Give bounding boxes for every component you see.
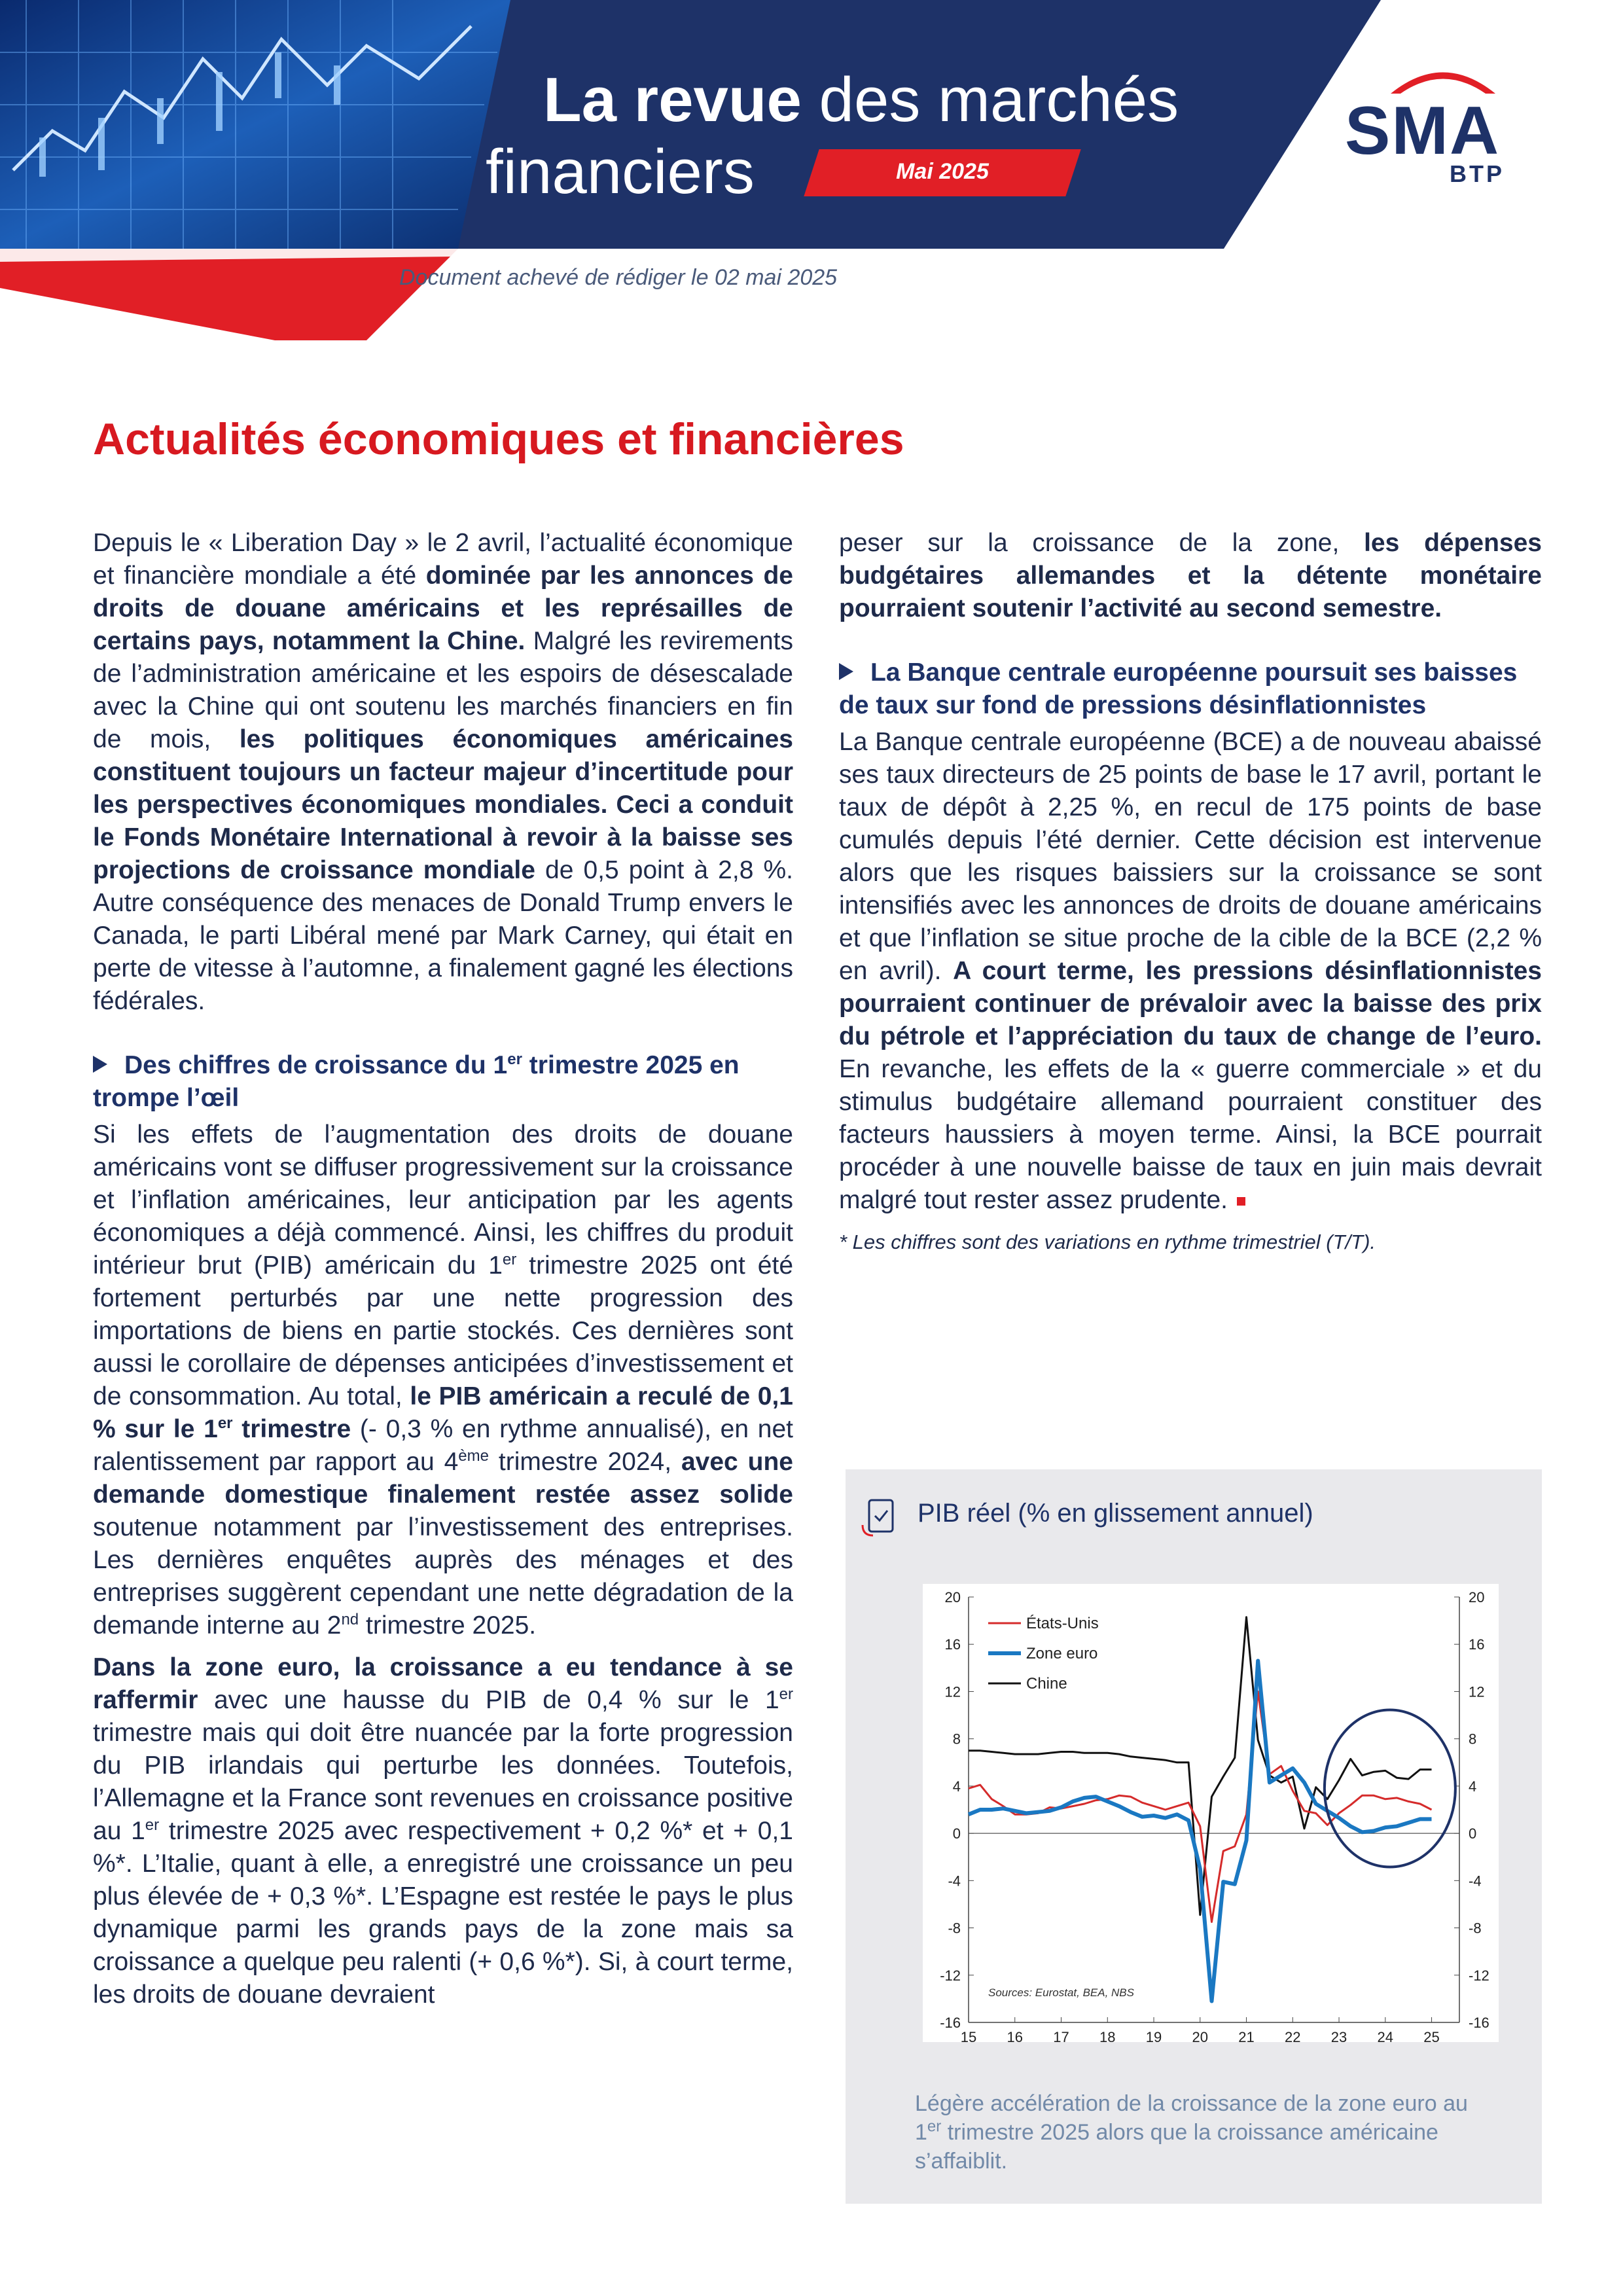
y-tick-label-left: 0 [952,1825,961,1842]
logo: SMA [1345,93,1501,169]
x-tick-label: 18 [1099,2029,1116,2042]
x-tick-label: 20 [1192,2029,1209,2042]
document-check-icon [857,1494,904,1541]
chart-title: PIB réel (% en glissement annuel) [918,1499,1313,1528]
y-tick-label-right: -12 [1469,1967,1489,1984]
triangle-bullet-icon [839,663,853,680]
chart-caption: Légère accélération de la croissance de la zone euro au 1er trimestre 2025 alors que la croissance américaine s’affaiblit. [915,2091,1468,2174]
y-tick-label-right: 16 [1469,1636,1485,1653]
left-column [93,527,793,2020]
x-tick-label: 21 [1238,2029,1255,2042]
gdp-line-chart [923,1584,1499,2042]
x-tick-label: 16 [1007,2029,1023,2042]
logo-arc-icon [1387,58,1499,97]
paragraph-us-gdp: Si les effets de l’augmentation des droits de douane américains vont se diffuser progressivement sur la croissance et l’inflation américaines, leur anticipation par les agents économiques a déjà commencé. Ainsi, les chiffres du produit intérieur brut (PIB) américain du 1er trimestre 2025 ont été fortement perturbés par une nette progression des importations de biens en partie stockés. Ces dernières sont aussi le corollaire de dépenses anticipées d’investissement et de consommation. Au total, le PIB américain a reculé de 0,1 % sur le 1er trimestre (- 0,3 % en rythme annualisé), en net ralentissement par rapport au 4ème trimestre 2024, avec une demande domestique finalement restée assez solide soutenue notamment par l’investissement des entreprises. Les dernières enquêtes auprès des ménages et des entreprises suggèrent cependant une nette dégradation de la demande interne au 2nd trimestre 2025. [93,1121,794,1640]
subheading-growth: Des chiffres de croissance du 1er trimestre 2025 en trompe l’œil [93,1050,740,1112]
y-tick-label-right: -4 [1469,1873,1482,1890]
subheading-ecb: La Banque centrale européenne poursuit ses baisses de taux sur fond de pressions désinflationnistes [839,658,1518,719]
y-tick-label-right: 0 [1469,1825,1477,1842]
y-tick-label-right: 4 [1469,1778,1477,1795]
section-title: Actualités économiques et financières [93,414,904,464]
x-tick-label: 19 [1145,2029,1162,2042]
y-tick-label-right: -16 [1469,2015,1489,2031]
chart-source: Sources: Eurostat, BEA, NBS [988,1986,1134,1999]
legend-label: Zone euro [1026,1645,1098,1662]
y-tick-label-left: 4 [952,1778,961,1795]
paragraph-ecb: La Banque centrale européenne (BCE) a de nouveau abaissé ses taux directeurs de 25 points de base le 17 avril, portant le taux de dépôt à 2,25 %, en recul de 175 points de base cumulés depuis l’été dernier. Cette décision est intervenue alors que les risques baissiers sur la croissance se sont intensifiés avec les annonces de droits de douane américains et que l’inflation se situe proche de la cible de la BCE (2,2 % en avril). A court terme, les pressions désinflationnistes pourraient continuer de prévaloir avec la baisse des prix du pétrole et l’appréciation du taux de change de l’euro. En revanche, les effets de la « guerre commerciale » et du stimulus budgétaire allemand pourraient constituer des facteurs haussiers à moyen terme. Ainsi, la BCE pourrait procéder à une nouvelle baisse de taux en juin mais devrait malgré tout rester assez prudente. [839,728,1542,1214]
header-title-line1: La revue des marchés [543,65,1179,135]
paragraph-intro: Depuis le « Liberation Day » le 2 avril, l’actualité économique et financière mondiale a été dominée par les annonces de droits de douane américains et les représailles de certains pays, notamment la Chine. Malgré les revirements de l’administration américaine et les espoirs de désescalade avec la Chine qui ont soutenu les marchés financiers en fin de mois, les politiques économiques américaines constituent toujours un facteur majeur d’incertitude pour les perspectives économiques mondiales. Ceci a conduit le Fonds Monétaire International à revoir à la baisse ses projections de croissance mondiale de 0,5 point à 2,8 %. Autre conséquence des menaces de Donald Trump envers le Canada, le parti Libéral mené par Mark Carney, qui était en perte de vitesse à l’automne, a finalement gagné les élections fédérales. [93,529,793,1015]
x-tick-label: 24 [1377,2029,1394,2042]
x-tick-label: 22 [1285,2029,1301,2042]
y-tick-label-left: 12 [944,1683,961,1700]
logo-subtitle: BTP [1450,160,1505,187]
paragraph-continued: peser sur la croissance de la zone, les dépenses budgétaires allemandes et la détente monétaire pourraient soutenir l’activité au second semestre. [839,529,1542,622]
footnote: * Les chiffres sont des variations en rythme trimestriel (T/T). [839,1230,1376,1253]
document-date: Document achevé de rédiger le 02 mai 2025 [399,265,838,290]
y-tick-label-left: -4 [948,1873,961,1890]
chart-area [923,1584,1499,2042]
y-tick-label-left: -8 [948,1920,961,1937]
y-tick-label-left: -16 [940,2015,961,2031]
red-swoosh [0,249,458,340]
legend-label: États-Unis [1026,1615,1099,1632]
legend-label: Chine [1026,1675,1067,1693]
x-tick-label: 17 [1053,2029,1069,2042]
y-tick-label-right: 8 [1469,1731,1477,1748]
highlight-circle [1325,1710,1455,1867]
date-badge-label: Mai 2025 [896,159,989,184]
y-tick-label-right: -8 [1469,1920,1482,1937]
paragraph-eurozone: Dans la zone euro, la croissance a eu tendance à se raffermir avec une hausse du PIB de 0,4 % sur le 1er trimestre mais qui doit être nuancée par la forte progression du PIB irlandais qui perturbe les données. Toutefois, l’Allemagne et la France sont revenues en croissance positive au 1er trimestre 2025 avec respectivement + 0,2 %* et + 0,1 %*. L’Italie, quant à elle, a enregistré une croissance un peu plus élevée de + 0,3 %*. L’Espagne est restée le pays le plus dynamique parmi les grands pays de la zone mais sa croissance a quelque peu ralenti (+ 0,6 %*). Si, à court terme, les droits de douane devraient [93,1653,794,2009]
header-title-line2: financiers [486,137,755,207]
x-tick-label: 23 [1330,2029,1347,2042]
y-tick-label-left: -12 [940,1967,961,1984]
triangle-bullet-icon [93,1056,107,1073]
x-tick-label: 15 [960,2029,977,2042]
y-tick-label-right: 20 [1469,1589,1485,1605]
market-image [0,0,510,249]
x-tick-label: 25 [1423,2029,1440,2042]
right-column [839,527,1542,1259]
y-tick-label-left: 20 [944,1589,961,1605]
y-tick-label-right: 12 [1469,1683,1485,1700]
end-square-icon [1237,1197,1245,1206]
y-tick-label-left: 16 [944,1636,961,1653]
y-tick-label-left: 8 [952,1731,961,1748]
